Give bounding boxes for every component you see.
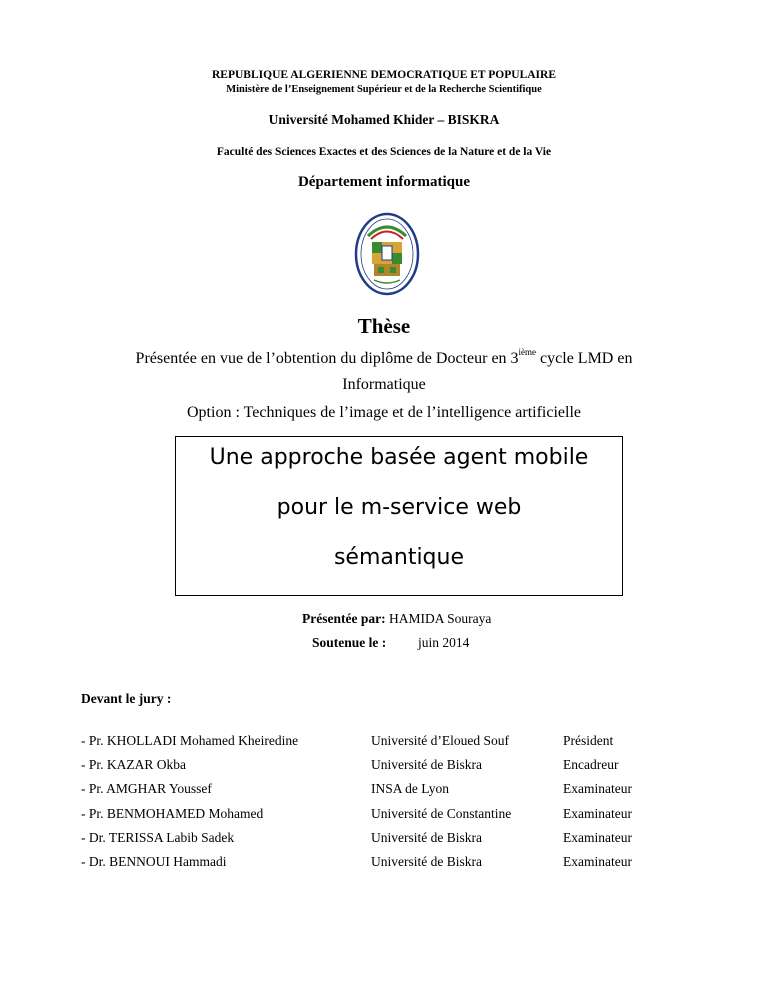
- jury-member-institution: INSA de Lyon: [371, 781, 450, 796]
- jury-member-role: Encadreur: [563, 757, 619, 772]
- degree-statement: [0, 347, 768, 368]
- thesis-title-line: Une approche basée agent mobile: [209, 445, 589, 470]
- defense-date: juin 2014: [418, 635, 470, 650]
- jury-row: [0, 733, 768, 757]
- thesis-title-line: pour le m-service web: [276, 495, 522, 520]
- jury-label: Devant le jury :: [81, 691, 172, 706]
- jury-member-role: Examinateur: [563, 830, 632, 845]
- author-line: [302, 611, 491, 627]
- degree-superscript: ième: [518, 347, 537, 357]
- jury-row: [0, 806, 768, 830]
- republic-header: REPUBLIQUE ALGERIENNE DEMOCRATIQUE ET POPULAIRE: [212, 69, 556, 81]
- ministry-header: Ministère de l’Enseignement Supérieur et de la Recherche Scientifique: [226, 84, 542, 95]
- university-name: Université Mohamed Khider – BISKRA: [268, 112, 500, 127]
- thesis-title-box: [175, 436, 623, 596]
- department-name: Département informatique: [297, 174, 471, 190]
- jury-member-name: - Pr. KAZAR Okba: [81, 757, 186, 772]
- jury-row: [0, 781, 768, 805]
- faculty-name: Faculté des Sciences Exactes et des Sciences de la Nature et de la Vie: [216, 146, 552, 158]
- defense-label: Soutenue le :: [312, 635, 387, 650]
- jury-member-role: Examinateur: [563, 854, 632, 869]
- author-name: HAMIDA Souraya: [385, 611, 492, 626]
- jury-member-name: - Dr. TERISSA Labib Sadek: [81, 830, 235, 845]
- field-name: Informatique: [342, 376, 426, 393]
- jury-member-name: - Dr. BENNOUI Hammadi: [81, 854, 227, 869]
- university-seal-icon: [354, 212, 420, 296]
- jury-member-role: Président: [563, 733, 614, 748]
- author-label: Présentée par:: [302, 611, 386, 626]
- jury-member-institution: Université de Biskra: [371, 854, 482, 869]
- jury-member-role: Examinateur: [563, 781, 632, 796]
- jury-member-institution: Université de Biskra: [371, 757, 482, 772]
- jury-row: [0, 830, 768, 854]
- degree-statement-pre: Présentée en vue de l’obtention du diplôme de Docteur en 3: [135, 350, 519, 367]
- jury-row: [0, 854, 768, 878]
- jury-member-institution: Université d’Eloued Souf: [371, 733, 509, 748]
- degree-statement-post: cycle LMD en: [536, 350, 633, 367]
- thesis-title-line: sémantique: [333, 545, 465, 570]
- document-type-heading: Thèse: [357, 314, 411, 338]
- jury-row: [0, 757, 768, 781]
- jury-member-name: - Pr. BENMOHAMED Mohamed: [81, 806, 264, 821]
- jury-member-institution: Université de Biskra: [371, 830, 482, 845]
- jury-member-name: - Pr. AMGHAR Youssef: [81, 781, 212, 796]
- option-line: Option : Techniques de l’image et de l’intelligence artificielle: [187, 404, 581, 421]
- jury-member-institution: Université de Constantine: [371, 806, 512, 821]
- jury-member-name: - Pr. KHOLLADI Mohamed Kheiredine: [81, 733, 299, 748]
- jury-member-role: Examinateur: [563, 806, 632, 821]
